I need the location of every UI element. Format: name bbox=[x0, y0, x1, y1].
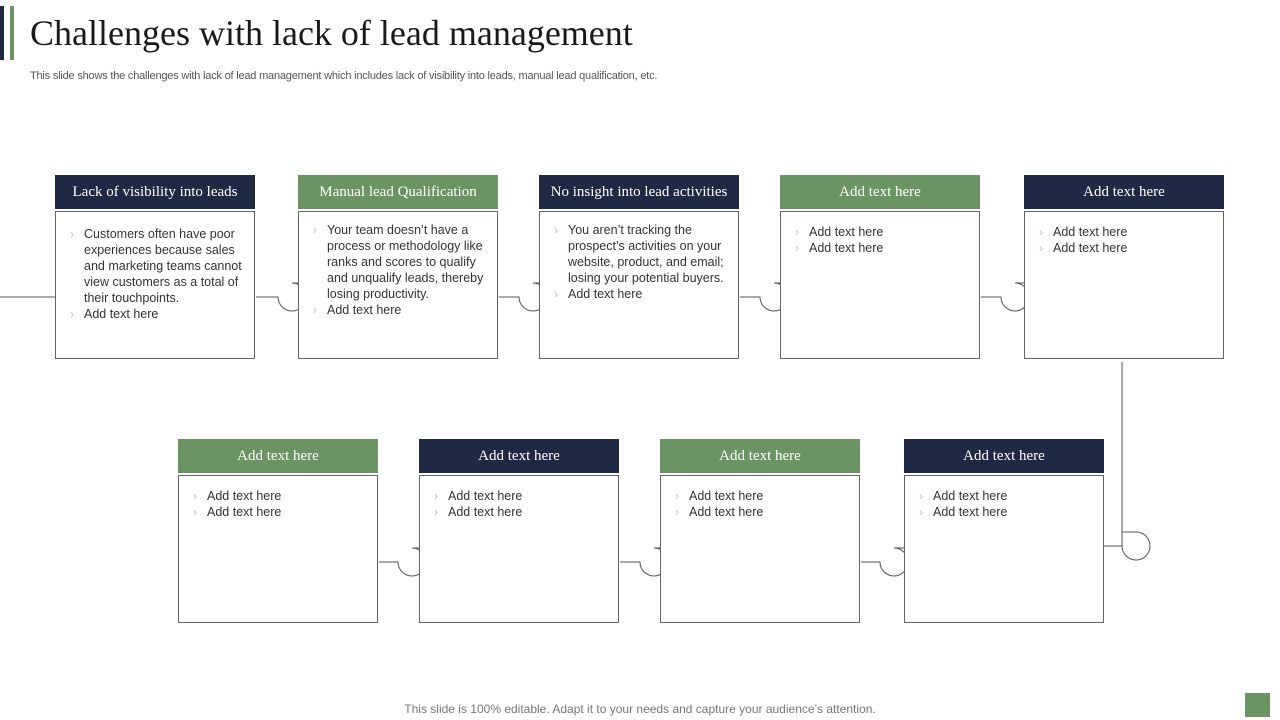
bullet-item: › Customers often have poor experiences because sales and marketing teams cannot view customers as a total of their touchpoints. bbox=[66, 226, 246, 306]
bullet-item: › Add text here bbox=[915, 488, 1095, 504]
card-8 bbox=[660, 439, 860, 623]
connector-down bbox=[1122, 362, 1150, 560]
card-body bbox=[539, 211, 739, 359]
bullet-item: › Add text here bbox=[791, 240, 971, 256]
card-header: Add text here bbox=[780, 175, 980, 209]
connector-4-5 bbox=[981, 283, 1029, 311]
slide-subtitle: This slide shows the challenges with lack of lead management which includes lack of visibility into leads, manual lead qualification, etc. bbox=[30, 70, 658, 82]
card-body bbox=[178, 475, 378, 623]
bullet-item: › Add text here bbox=[309, 302, 489, 318]
card-body bbox=[55, 211, 255, 359]
bullet-item: › Add text here bbox=[1035, 224, 1215, 240]
card-body bbox=[1024, 211, 1224, 359]
card-4 bbox=[780, 175, 980, 359]
bullet-item: › Add text here bbox=[671, 488, 851, 504]
card-header: Add text here bbox=[1024, 175, 1224, 209]
card-header: Add text here bbox=[904, 439, 1104, 473]
corner-square bbox=[1245, 693, 1270, 717]
bullet-item: › Add text here bbox=[1035, 240, 1215, 256]
card-header: Add text here bbox=[419, 439, 619, 473]
bullet-item: › Add text here bbox=[915, 504, 1095, 520]
card-5 bbox=[1024, 175, 1224, 359]
card-body bbox=[780, 211, 980, 359]
card-body bbox=[419, 475, 619, 623]
card-6 bbox=[178, 439, 378, 623]
bullet-item: › Your team doesn’t have a process or methodology like ranks and scores to qualify and unqualify leads, thereby losing productivity. bbox=[309, 222, 489, 302]
bullet-item: › Add text here bbox=[430, 488, 610, 504]
card-body bbox=[904, 475, 1104, 623]
bullet-item: › Add text here bbox=[189, 488, 369, 504]
card-header: Manual lead Qualification bbox=[298, 175, 498, 209]
card-header: No insight into lead activities bbox=[539, 175, 739, 209]
bullet-item: › Add text here bbox=[66, 306, 246, 322]
bullet-item: › Add text here bbox=[430, 504, 610, 520]
bullet-item: › You aren’t tracking the prospect’s activities on your website, product, and email; losing your potential buyers. bbox=[550, 222, 730, 286]
bullet-item: › Add text here bbox=[671, 504, 851, 520]
card-body bbox=[660, 475, 860, 623]
card-9 bbox=[904, 439, 1104, 623]
bullet-item: › Add text here bbox=[550, 286, 730, 302]
card-3 bbox=[539, 175, 739, 359]
card-body bbox=[298, 211, 498, 359]
card-7 bbox=[419, 439, 619, 623]
bullet-item: › Add text here bbox=[791, 224, 971, 240]
card-1 bbox=[55, 175, 255, 359]
bullet-item: › Add text here bbox=[189, 504, 369, 520]
card-2 bbox=[298, 175, 498, 359]
footer-note: This slide is 100% editable. Adapt it to your needs and capture your audience’s attention. bbox=[404, 702, 876, 716]
card-header: Add text here bbox=[660, 439, 860, 473]
card-header: Add text here bbox=[178, 439, 378, 473]
slide-title: Challenges with lack of lead management bbox=[30, 13, 633, 53]
connector-b3-b4 bbox=[861, 548, 908, 576]
card-header: Lack of visibility into leads bbox=[55, 175, 255, 209]
